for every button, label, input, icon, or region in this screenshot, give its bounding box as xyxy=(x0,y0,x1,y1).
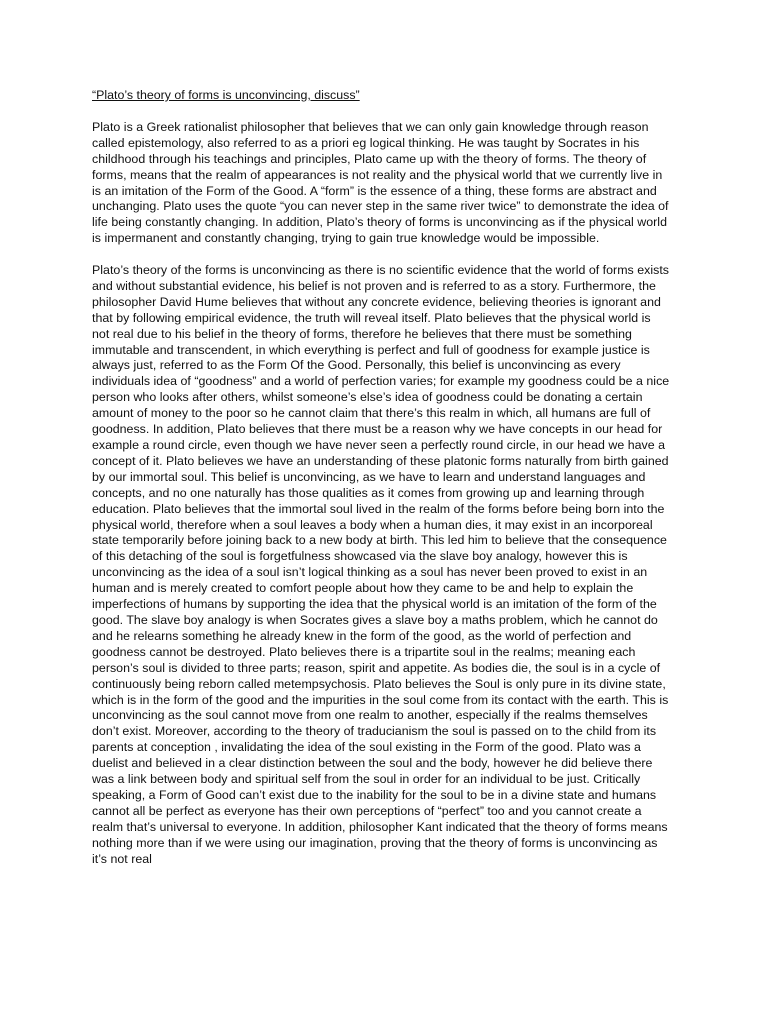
document-body xyxy=(92,88,670,883)
paragraph-introduction: Plato is a Greek rationalist philosopher that believes that we can only gain knowledge through reason called epistemology, also referred to as a priori eg logical thinking. He was taught by Socrates in his childhood through his teachings and principles, Plato came up with the theory of forms. The theory of forms, means that the realm of appearances is not reality and the physical world that we currently live in is an imitation of the Form of the Good. A “form” is the essence of a thing, these forms are abstract and unchanging. Plato uses the quote “you can never step in the same river twice” to demonstrate the idea of life being constantly changing. In addition, Plato’s theory of forms is unconvincing as if the physical world is impermanent and constantly changing, trying to gain true knowledge would be impossible. xyxy=(92,119,669,246)
paragraph-argument: Plato’s theory of the forms is unconvincing as there is no scientific evidence that the world of forms exists and without substantial evidence, his belief is not proven and is referred to as a story. Furthermore, the philosopher David Hume believes that without any concrete evidence, believing theories is ignorant and that by following empirical evidence, the truth will reveal itself. Plato believes that the physical world is not real due to his belief in the theory of forms, therefore he believes that there must be something immutable and transcendent, in which everything is perfect and full of goodness for example justice is always just, referred to as the Form Of the Good. Personally, this belief is unconvincing as every individuals idea of “goodness” and a world of perfection varies; for example my goodness could be a nice person who looks after others, whilst someone’s else’s idea of goodness could be donating a certain amount of money to the poor so he cannot claim that there’s this realm in which, all humans are full of goodness. In addition, Plato believes that there must be a reason why we have concepts in our head for example a round circle, even though we have never seen a perfectly round circle, in our head we have a concept of it. Plato believes we have an understanding of these platonic forms naturally from birth gained by our immortal soul. This belief is unconvincing, as we have to learn and understand languages and concepts, and no one naturally has those qualities as it comes from growing up and learning through education. Plato believes that the immortal soul lived in the realm of the forms before being born into the physical world, therefore when a soul leaves a body when a human dies, it may exist in an incorporeal state temporarily before joining back to a new body at birth. This led him to believe that the consequence of this detaching of the soul is forgetfulness showcased via the slave boy analogy, however this is unconvincing as the idea of a soul isn’t logical thinking as a soul has never been proved to exist in an human and is merely created to comfort people about how they came to be and help to explain the imperfections of humans by supporting the idea that the physical world is an imitation of the form of the good. The slave boy analogy is when Socrates gives a slave boy a maths problem, which he cannot do and he relearns something he already knew in the form of the good, as the world of perfection and goodness cannot be destroyed. Plato believes there is a tripartite soul in the realms; meaning each person’s soul is divided to three parts; reason, spirit and appetite. As bodies die, the soul is in a cycle of continuously being reborn called metempsychosis. Plato believes the Soul is only pure in its divine state, which is in the form of the good and the impurities in the soul come from its contact with the earth. This is unconvincing as the soul cannot move from one realm to another, especially if the realms themselves don’t exist. Moreover, according to the theory of traducianism the soul is passed on to the child from its parents at conception , invalidating the idea of the soul existing in the Form of the good. Plato was a duelist and believed in a clear distinction between the soul and the body, however he did believe there was a link between body and spiritual self from the soul in order for an individual to be just. Critically speaking, a Form of Good can’t exist due to the inability for the soul to be in a divine state and humans cannot all be perfect as everyone has their own perceptions of “perfect” too and you cannot create a realm that’s universal to everyone. In addition, philosopher Kant indicated that the theory of forms means nothing more than if we were using our imagination, proving that the theory of forms is unconvincing as it’s not real xyxy=(92,263,670,866)
essay-title: “Plato’s theory of forms is unconvincing, discuss” xyxy=(92,88,360,102)
